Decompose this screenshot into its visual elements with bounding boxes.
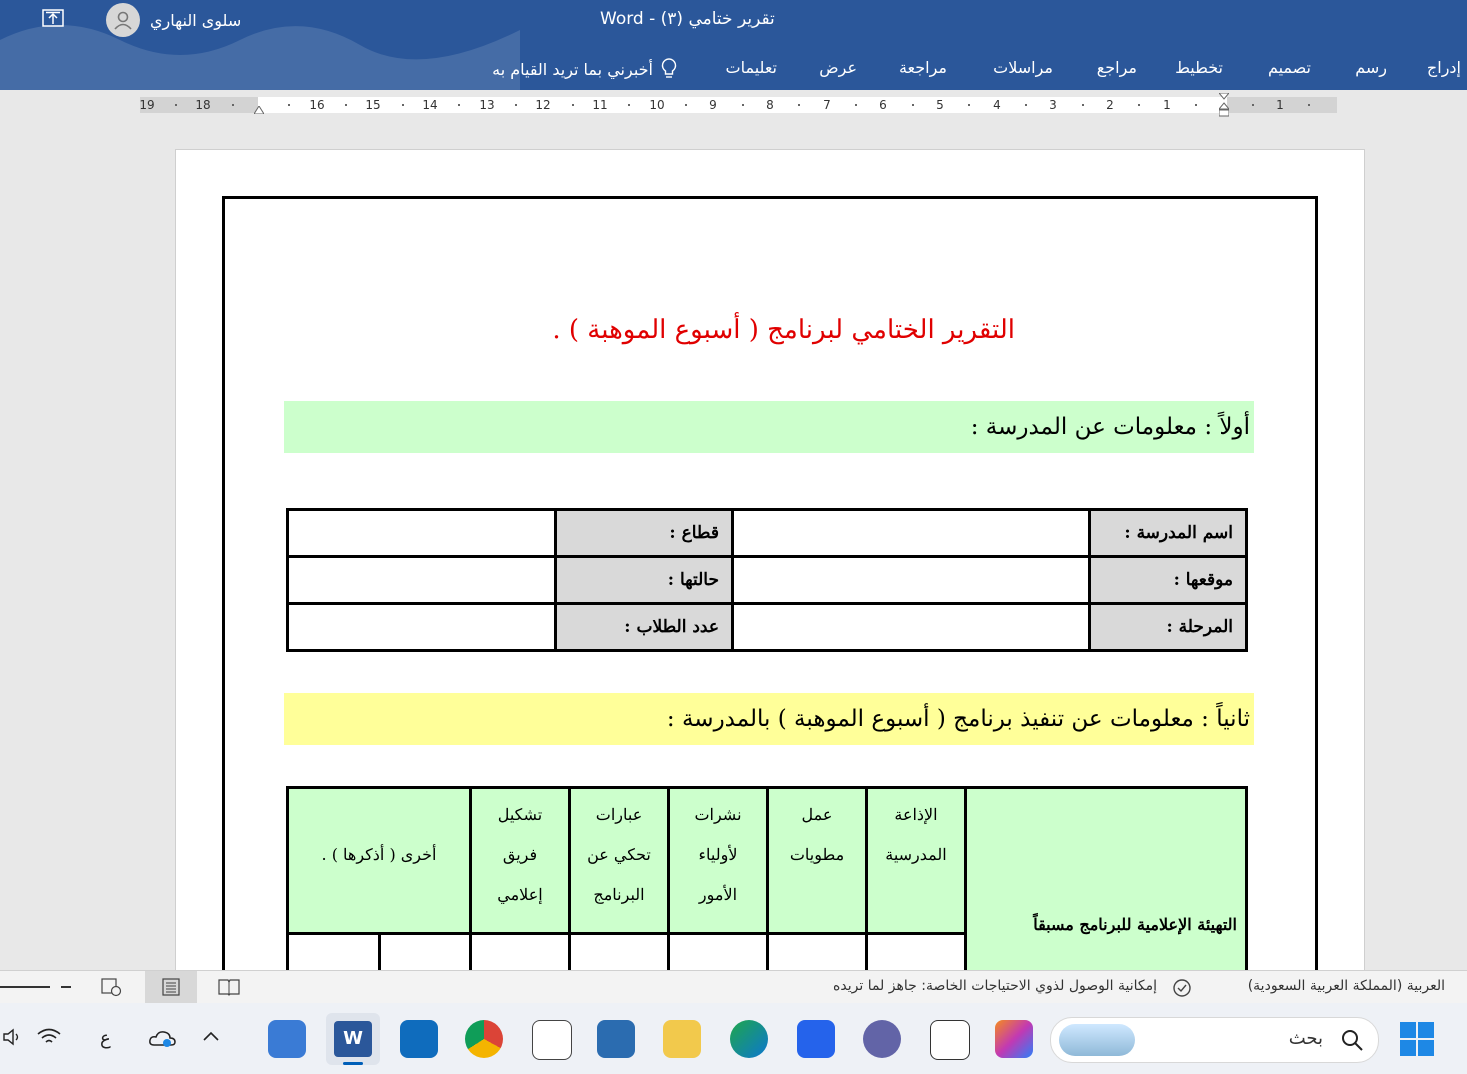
ruler-tick	[1138, 104, 1140, 106]
col-label-line: إعلامي	[497, 885, 543, 904]
col-label-line: الإذاعة	[894, 805, 938, 824]
col-parents-flyers	[669, 788, 768, 934]
col-label-line: المدرسية	[885, 845, 947, 864]
ruler-tick	[628, 104, 630, 106]
tab-mailings[interactable]: مراسلات	[993, 58, 1053, 77]
read-mode-icon[interactable]	[218, 978, 240, 996]
ruler-tick	[912, 104, 914, 106]
ruler-number: 8	[766, 98, 774, 112]
ruler-number: 1	[1276, 98, 1284, 112]
ruler-number: 14	[422, 98, 438, 112]
ruler-number: 13	[479, 98, 495, 112]
ruler-tick	[798, 104, 800, 106]
tab-insert[interactable]: إدراج	[1426, 58, 1461, 77]
ruler-number: 7	[823, 98, 831, 112]
tell-me-search[interactable]	[492, 58, 677, 80]
col-brochures	[768, 788, 867, 934]
ruler-tick	[288, 104, 290, 106]
table-row	[288, 604, 1247, 651]
media-prep-row-header: التهيئة الإعلامية للبرنامج مسبقاً	[966, 788, 1247, 983]
ruler-tick	[175, 104, 177, 106]
indent-marker-left[interactable]	[254, 106, 264, 114]
web-layout-icon[interactable]	[100, 977, 122, 997]
word-app-icon: W	[334, 1021, 372, 1057]
chevron-up-icon[interactable]	[202, 1029, 220, 1043]
lightbulb-icon	[661, 58, 677, 80]
store-app-icon[interactable]	[597, 1020, 635, 1058]
search-highlight-image	[1059, 1024, 1135, 1056]
col-label-line: مطويات	[789, 845, 845, 864]
ruler-number: 11	[592, 98, 608, 112]
status-label: حالتها :	[556, 557, 733, 604]
search-label: بحث	[1288, 1028, 1323, 1049]
ribbon-tabs	[0, 54, 1467, 84]
active-indicator	[343, 1062, 363, 1065]
table-row	[288, 510, 1247, 557]
students-count-value[interactable]	[288, 604, 556, 651]
ruler-tick	[1308, 104, 1310, 106]
col-label-line: البرنامج	[593, 885, 645, 904]
chrome-app-icon[interactable]	[465, 1020, 503, 1058]
ruler-number: 12	[535, 98, 551, 112]
user-account[interactable]	[106, 3, 241, 37]
ruler-number: 16	[309, 98, 325, 112]
tab-draw[interactable]: رسم	[1355, 58, 1387, 77]
sector-label: قطاع :	[556, 510, 733, 557]
wifi-icon[interactable]	[36, 1027, 62, 1047]
col-label-line: تحكي عن	[587, 845, 651, 864]
copilot-app-icon[interactable]	[995, 1020, 1033, 1058]
ruler-tick	[458, 104, 460, 106]
ruler-tick	[685, 104, 687, 106]
tab-references[interactable]: مراجع	[1096, 58, 1137, 77]
school-name-value[interactable]	[733, 510, 1090, 557]
user-name: سلوى النهاري	[150, 10, 242, 30]
ruler-number: 5	[936, 98, 944, 112]
ruler-number: 1	[1163, 98, 1171, 112]
ruler-number: 4	[993, 98, 1001, 112]
tab-layout[interactable]: تخطيط	[1175, 58, 1223, 77]
col-label-line: عبارات	[595, 805, 643, 824]
status-bar	[0, 970, 1467, 1003]
ruler-tick	[1252, 104, 1254, 106]
zoom-slider[interactable]	[0, 986, 50, 988]
school-info-table	[286, 508, 1248, 652]
ruler-tick	[742, 104, 744, 106]
tab-view[interactable]: عرض	[819, 58, 857, 77]
report-title[interactable]: التقرير الختامي لبرنامج ( أسبوع الموهبة ) .	[552, 315, 1015, 345]
person-icon	[111, 8, 135, 32]
document-title: تقرير ختامي (٣) - Word	[600, 9, 775, 29]
ruler-tick	[968, 104, 970, 106]
taskbar-search-box[interactable]	[1050, 1017, 1379, 1063]
section-program-info-heading[interactable]: ثانياً : معلومات عن تنفيذ برنامج ( أسبوع الموهبة ) بالمدرسة :	[284, 693, 1254, 745]
teams-app-icon[interactable]	[863, 1020, 901, 1058]
photos-app-icon[interactable]	[268, 1020, 306, 1058]
sector-value[interactable]	[288, 510, 556, 557]
print-layout-icon	[161, 978, 181, 996]
col-school-radio	[867, 788, 966, 934]
location-label: موقعها :	[1090, 557, 1247, 604]
ruler-tick	[232, 104, 234, 106]
ruler-number: 6	[879, 98, 887, 112]
ruler-tick	[345, 104, 347, 106]
save-upload-icon[interactable]	[42, 9, 64, 27]
ruler-number: 19	[139, 98, 155, 112]
feedback-app-icon[interactable]	[532, 1020, 572, 1060]
search-icon	[1340, 1028, 1364, 1052]
col-program-phrases	[570, 788, 669, 934]
col-label-line: الأمور	[698, 885, 738, 904]
title-bar	[0, 0, 1467, 90]
ruler-tick	[1082, 104, 1084, 106]
col-label-line: فريق	[502, 845, 538, 864]
stage-value[interactable]	[733, 604, 1090, 651]
students-count-label: عدد الطلاب :	[556, 604, 733, 651]
ruler-number: 18	[195, 98, 211, 112]
whiteboard-app-icon[interactable]	[797, 1020, 835, 1058]
status-value[interactable]	[288, 557, 556, 604]
edge-app-icon[interactable]	[730, 1020, 768, 1058]
col-media-team	[471, 788, 570, 934]
ruler-number: 10	[649, 98, 665, 112]
ruler-number: 2	[1106, 98, 1114, 112]
ruler-tick	[1025, 104, 1027, 106]
tab-review[interactable]: مراجعة	[898, 58, 947, 77]
tab-help[interactable]: تعليمات	[725, 58, 777, 77]
col-label-line: لأولياء	[698, 845, 738, 864]
indent-marker-right[interactable]	[1219, 93, 1229, 117]
col-label-line: نشرات	[694, 805, 742, 824]
col-other	[288, 788, 471, 934]
media-prep-table	[286, 786, 1248, 984]
print-layout-button[interactable]	[145, 971, 197, 1003]
tab-design[interactable]: تصميم	[1267, 58, 1311, 77]
ruler-tick	[515, 104, 517, 106]
table-row	[288, 788, 1247, 934]
tell-me-label: أخبرني بما تريد القيام به	[492, 59, 653, 79]
avatar	[106, 3, 140, 37]
file-explorer-icon[interactable]	[663, 1020, 701, 1058]
accessibility-icon	[1171, 977, 1193, 999]
zoom-out-button[interactable]	[61, 986, 71, 988]
ruler-tick	[855, 104, 857, 106]
accessibility-status[interactable]: إمكانية الوصول لذوي الاحتياجات الخاصة: جاهز لما تريده	[833, 978, 1157, 994]
snipping-tool-icon[interactable]	[930, 1020, 970, 1060]
ruler-number: 3	[1049, 98, 1057, 112]
onedrive-icon[interactable]	[148, 1027, 178, 1049]
language-status[interactable]: العربية (المملكة العربية السعودية)	[1247, 978, 1445, 994]
col-label-line: أخرى ( أذكرها ) .	[321, 845, 437, 864]
word-taskbar-button[interactable]	[326, 1013, 380, 1065]
section-school-info-heading[interactable]: أولاً : معلومات عن المدرسة :	[284, 401, 1254, 453]
volume-icon[interactable]	[2, 1027, 24, 1047]
ruler-tick	[572, 104, 574, 106]
ruler-number: 9	[709, 98, 717, 112]
location-value[interactable]	[733, 557, 1090, 604]
ruler-tick	[1195, 104, 1197, 106]
horizontal-ruler[interactable]	[140, 97, 1337, 113]
windows-start-icon[interactable]	[1398, 1020, 1436, 1058]
col-label-line: تشكيل	[497, 805, 543, 824]
taskbar	[0, 1003, 1467, 1074]
ruler-tick	[402, 104, 404, 106]
school-name-label: اسم المدرسة :	[1090, 510, 1247, 557]
outlook-app-icon[interactable]	[400, 1020, 438, 1058]
col-label-line: عمل	[801, 805, 833, 824]
stage-label: المرحلة :	[1090, 604, 1247, 651]
ruler-number: 15	[365, 98, 381, 112]
table-row	[288, 557, 1247, 604]
keyboard-language[interactable]: ع	[100, 1028, 111, 1049]
